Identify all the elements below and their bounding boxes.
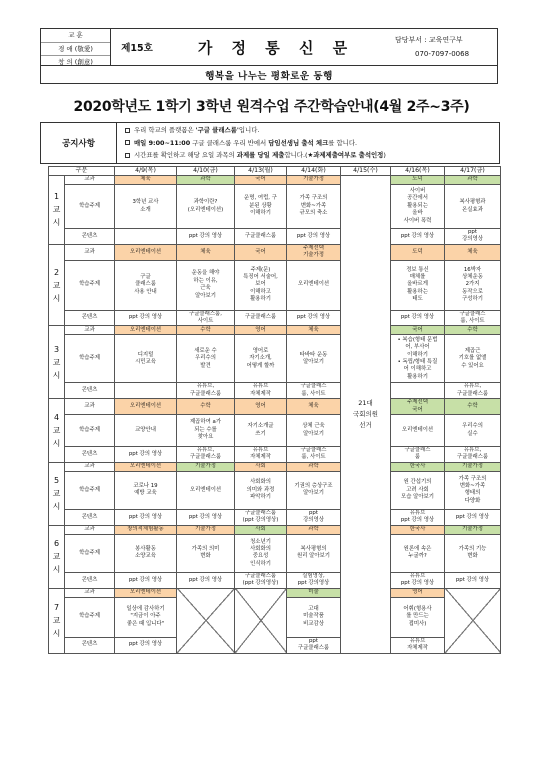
timetable-cell: ppt 구글클래스룸 [287,637,341,653]
table-row [49,260,501,310]
col-header: 구분 [49,167,115,176]
row-type-label: 교과 [65,525,115,534]
timetable-cell: 운동을 해야 하는 이유, 근육 알아보기 [177,260,235,310]
table-row [49,310,501,326]
motto-line: 창 의 (創意) [58,58,93,67]
timetable-cell: 가족의 의미 변화 [177,534,235,572]
timetable-cell: 도덕 [391,176,445,185]
timetable-cell: 기술가정 [177,462,235,471]
timetable-cell: 구글 클래스룸 사용 안내 [115,260,177,310]
row-type-label: 콘텐츠 [65,572,115,588]
timetable-cell: ppt 강의 영상 [391,310,445,326]
timetable-cell [391,383,445,399]
row-type-label: 콘텐츠 [65,447,115,463]
timetable-cell: 영어 [235,326,287,335]
period-label-text: 6교시 [52,539,61,575]
notice-items [117,123,499,163]
col-header: 4/14(화) [287,167,341,176]
timetable-cell: 사회 [235,462,287,471]
timetable-cell: 복사평형의 원리 알아보기 [287,534,341,572]
timetable-cell: 영어 [391,588,445,597]
table-row [49,185,501,229]
election-text: 21대 국회의원 선거 [352,398,379,429]
timetable-cell: 디지털 시민교육 [115,335,177,383]
election-day-cell [341,176,391,654]
col-header: 4/9(목) [115,167,177,176]
timetable-cell: 체육 [287,399,341,415]
timetable-cell: 운명, 여럽, 구 분된 상황 이해하기 [235,185,287,229]
timetable-cell: 고대 미술작품 비교감상 [287,597,341,637]
table-header-row [49,167,501,176]
timetable-cell: 새로운 수 우리수의 발견 [177,335,235,383]
timetable-cell: 상체 근육 알아보기 [287,415,341,447]
row-type-label: 학습주제 [65,185,115,229]
timetable-cell: 주제선택 기술가정 [287,244,341,260]
timetable-cell: ppt 강의 영상 [445,572,501,588]
timetable-cell: 가족 구조의 변화~가족 규모의 축소 [287,185,341,229]
notice-label: 공지사항 [41,123,117,163]
table-row [49,471,501,509]
timetable-cell: 영어 [235,399,287,415]
empty-cell [235,588,287,653]
issue-number: 제15호 [121,43,153,54]
slogan-bar [40,66,498,84]
timetable-cell: 구글클래스 룸, 사이트 [445,310,501,326]
col-header: 4/17(금) [445,167,501,176]
motto-line: 경 애 (敬愛) [41,43,110,57]
timetable-cell: 체육 [287,326,341,335]
notice-item [125,137,499,150]
timetable-cell: 타바타 운동 알아보기 [287,335,341,383]
timetable-cell: 구글클래스룸 (ppt 강의영상) [235,572,287,588]
row-type-label: 학습주제 [65,260,115,310]
table-row [49,335,501,383]
timetable-cell: 오리엔테이션 [115,399,177,415]
row-type-label: 학습주제 [65,471,115,509]
table-row [49,588,501,597]
timetable-cell: 유튜브, 구글클래스룸 [445,447,501,463]
table-row [49,415,501,447]
timetable-cell: 구글클래스룸 (ppt 강의영상) [235,509,287,525]
motto-line: 교 훈 [41,29,110,43]
notice-text: 합니다.( [284,151,308,160]
timetable-cell: ppt 강의 영상 [115,509,177,525]
school-motto-box [41,29,111,65]
timetable-cell: 과학 [177,176,235,185]
timetable-cell: 사회화의 의미와 과정 파악하기 [235,471,287,509]
row-type-label: 콘텐츠 [65,383,115,399]
timetable-cell: 원 간섭기의 고려 사회 모습 알아보기 [391,471,445,509]
timetable-cell: 미술 [287,588,341,597]
notice-bold: '구글 클래스룸' [195,126,239,135]
newsletter-title: 가 정 통 신 문 [197,38,355,57]
period-label [49,176,65,245]
notice-text: 를 합니다. [328,138,358,147]
timetable-cell: 유튜브, 구글클래스룸 [445,383,501,399]
timetable-cell: 수학 [177,399,235,415]
notice-text: 시간표를 확인하고 해당 요일 과목의 [134,151,237,160]
timetable-cell: 유튜브, 구글클래스룸 [177,383,235,399]
timetable-cell: ppt 강의 영상 [391,229,445,245]
period-label-text: 2교시 [52,267,61,303]
timetable-cell: 창의적체험활동 [115,525,177,534]
timetable-cell: 오리엔테이션 [391,415,445,447]
timetable-cell: ppt 강의 영상 [177,229,235,245]
timetable-cell: 유튜브 자체제작 [235,447,287,463]
timetable-cell: 유튜브 ppt 강의 영상 [391,572,445,588]
timetable-cell: ppt 강의영상 [287,509,341,525]
page-title: 2020학년도 1학기 3학년 원격수업 주간학습안내(4월 2주~3주) [73,99,470,115]
newsletter-header [40,28,498,66]
timetable-cell: 기술가정 [445,525,501,534]
empty-cell [445,588,501,653]
row-type-label: 교과 [65,244,115,260]
timetable-cell: 오리엔테이션 [115,326,177,335]
timetable-cell: 영어로 자기소개, 어떻게 할까 [235,335,287,383]
timetable-cell: 제곱근 기호를 없앨 수 있어요 [445,335,501,383]
timetable-cell: 구글클래스 룸 [391,447,445,463]
timetable-cell: 국어 [391,326,445,335]
table-row [49,572,501,588]
timetable-cell: 구글클래스 룸, 사이트 [287,447,341,463]
period-label [49,525,65,588]
row-type-label: 학습주제 [65,335,115,383]
timetable-cell: 봉사활동 소양교육 [115,534,177,572]
notice-text: ) [383,151,386,160]
phone-number: 070-7097-0068 [415,50,470,58]
row-type-label: 교과 [65,462,115,471]
timetable-cell: 자기소개글 쓰기 [235,415,287,447]
period-label-text: 1교시 [52,192,61,228]
timetable-cell: 수학 [445,399,501,415]
table-row [49,229,501,245]
timetable-cell: 유튜브, 구글클래스룸 [177,447,235,463]
checkbox-icon [125,153,130,158]
col-header: 4/13(월) [235,167,287,176]
checkbox-icon [125,128,130,133]
row-type-label: 교과 [65,588,115,597]
period-label [49,399,65,463]
notice-item [125,149,499,162]
timetable-cell: 청소년기 사회화의 중요성 인식하기 [235,534,287,572]
timetable-cell: 어휘(형용사 를 만드는 접미사) [391,597,445,637]
timetable-cell: 오리엔테이션 [115,244,177,260]
timetable-cell: 체육 [445,244,501,260]
timetable [48,166,501,654]
row-type-label: 교과 [65,326,115,335]
timetable-cell: 기술가정 [287,176,341,185]
timetable-cell: 오리엔테이션 [287,260,341,310]
table-row [49,462,501,471]
table-row [49,525,501,534]
period-label-text: 3교시 [52,344,61,380]
timetable-cell: 오리엔테이션 [115,588,177,597]
period-label [49,588,65,653]
timetable-cell: ppt 강의 영상 [287,229,341,245]
timetable-cell: ppt 강의 영상 [177,572,235,588]
timetable-cell: 제곱하여 a가 되는 수를 찾아요 [177,415,235,447]
timetable-cell: ppt 강의 영상 [177,509,235,525]
period-label-text: 5교시 [52,476,61,512]
timetable-cell: 기술가정 [177,525,235,534]
timetable-cell: ppt 강의 영상 [115,572,177,588]
timetable-cell: 체육 [115,176,177,185]
checkbox-icon [125,140,130,145]
empty-cell [177,588,235,653]
table-row [49,509,501,525]
timetable-cell: ppt 강의 영상 [115,637,177,653]
row-type-label: 교과 [65,176,115,185]
timetable-cell: 가족의 기능 변화 [445,534,501,572]
timetable-cell: 수학 [177,326,235,335]
timetable-cell: 코로나 19 예방 교육 [115,471,177,509]
timetable-cell: • 복습(형태 문법 어, 부사어 이해하기 • 독립/형태 특질 어 이해하고 활용하기 [391,335,445,383]
timetable-cell: 오리엔테이션 [177,471,235,509]
timetable-cell: 기권의 층상구조 알아보기 [287,471,341,509]
timetable-cell: 일상에 감사하기 "지금이 아주 좋은 때 입니다" [115,597,177,637]
notice-text: 우리 학교의 플랫폼은 [134,126,196,135]
timetable-cell: 가족 구조의 변화~가족 형태의 다양화 [445,471,501,509]
timetable-cell: 기술가정 [445,462,501,471]
timetable-cell: 실험영상, ppt 강의영상 [287,572,341,588]
timetable-cell: ppt 강의영상 [445,229,501,245]
table-row [49,326,501,335]
timetable-cell: 유튜브 자체제작 [235,383,287,399]
timetable-cell: 주제선택 국어 [391,399,445,415]
notice-item [125,124,499,137]
row-type-label: 학습주제 [65,415,115,447]
notice-bold: 매일 9:00~11:00 [134,138,191,147]
col-header: 4/15(수) [341,167,391,176]
timetable-cell [115,383,177,399]
timetable-cell: ppt 강의 영상 [115,447,177,463]
timetable-cell: 과학 [287,462,341,471]
notice-text: 입니다. [238,126,260,135]
slogan: 행복을 나누는 평화로운 동행 [205,70,333,82]
timetable-cell: 오리엔테이션 [115,462,177,471]
timetable-cell: 정보 통신 매체를 올바르게 활용하는 태도 [391,260,445,310]
col-header: 4/16(목) [391,167,445,176]
notice-text: 구글 클래스룸 우리 반에서 [190,138,269,147]
row-type-label: 콘텐츠 [65,229,115,245]
timetable-cell [115,229,177,245]
timetable-cell: 사이버 공간에서 활용되는 올바 사이버 폭력 [391,185,445,229]
timetable-cell: 3학년 교사 소개 [115,185,177,229]
table-row [49,244,501,260]
timetable-cell: 수학 [445,326,501,335]
notice-bold: ★과제제출여부로 출석인정 [307,151,384,160]
timetable-cell: ppt 강의 영상 [287,310,341,326]
timetable-cell: 체육 [177,244,235,260]
timetable-cell: 구글클래스 룸, 사이트 [287,383,341,399]
row-type-label: 교과 [65,399,115,415]
timetable-cell: 교양안내 [115,415,177,447]
row-type-label: 콘텐츠 [65,310,115,326]
row-type-label: 콘텐츠 [65,509,115,525]
notice-box [40,122,500,164]
table-row [49,176,501,185]
table-row [49,383,501,399]
period-label [49,244,65,326]
timetable-cell: 주제(문) 특징어 서술어, 보어 이해하고 활용하기 [235,260,287,310]
period-label [49,326,65,399]
timetable-cell: 도덕 [391,244,445,260]
timetable-cell: 구글클래스룸, 사이트 [177,310,235,326]
timetable-cell: 복사평형과 온실효과 [445,185,501,229]
timetable-cell: 원론에 속은 누굴까? [391,534,445,572]
row-type-label: 학습주제 [65,597,115,637]
table-row [49,447,501,463]
timetable-cell: ppt 강의 영상 [115,310,177,326]
timetable-cell: 구글클래스룸 [235,229,287,245]
timetable-cell: 우리수의 실수 [445,415,501,447]
timetable-cell: 국어 [235,244,287,260]
timetable-cell: 유튜브 자체제작 [391,637,445,653]
period-label [49,462,65,525]
timetable-cell: 사회 [235,525,287,534]
timetable-cell: 구글클래스룸 [235,310,287,326]
col-header: 4/10(금) [177,167,235,176]
timetable-cell: 과학이란? (오리엔테이션) [177,185,235,229]
timetable-cell: 과학 [445,176,501,185]
timetable-cell: ppt 강의 영상 [445,509,501,525]
timetable-cell: 한국사 [391,525,445,534]
table-row [49,399,501,415]
timetable-cell: 과학 [287,525,341,534]
row-type-label: 학습주제 [65,534,115,572]
timetable-cell: 국어 [235,176,287,185]
row-type-label: 콘텐츠 [65,637,115,653]
timetable-cell: 16박자 상체운동 2가지 동작으로 구성하기 [445,260,501,310]
table-row [49,534,501,572]
timetable-cell: 유튜브 ppt 강의 영상 [391,509,445,525]
period-label-text: 7교시 [52,603,61,639]
period-label-text: 4교시 [52,413,61,449]
contact-info [389,29,497,65]
timetable-cell: 한국사 [391,462,445,471]
department: 담당부서 : 교육연구부 [395,36,463,44]
notice-bold: 과제를 당일 제출 [236,151,285,160]
notice-bold: 담임선생님 출석 체크 [268,138,329,147]
